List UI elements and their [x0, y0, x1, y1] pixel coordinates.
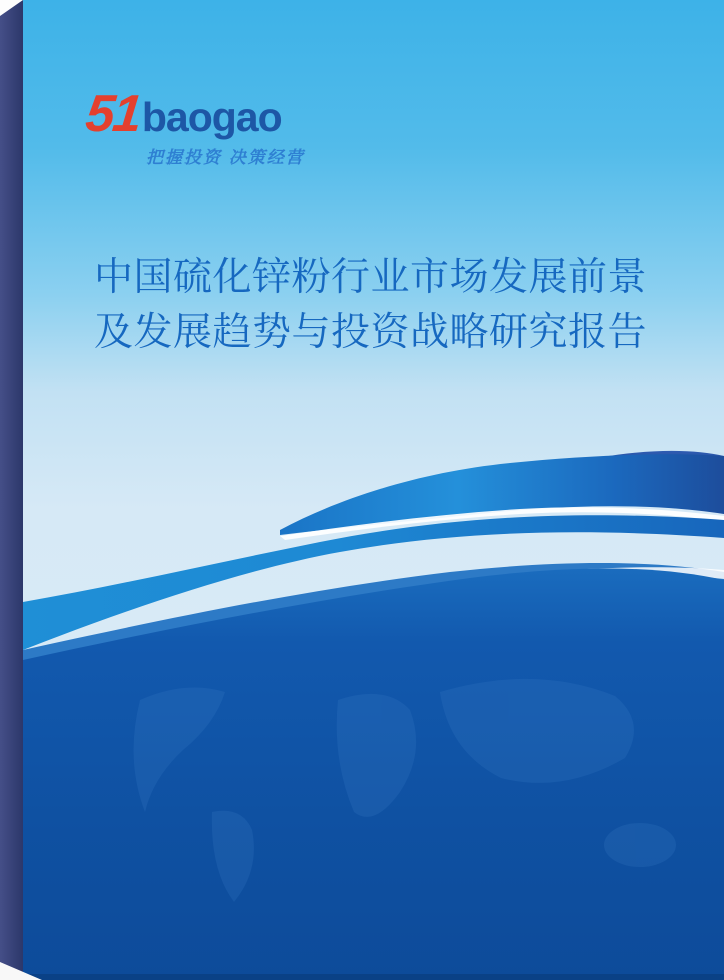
report-title: 中国硫化锌粉行业市场发展前景及发展趋势与投资战略研究报告 [94, 256, 648, 354]
spine-band [0, 0, 23, 980]
logo-tagline: 把握投资 决策经营 [146, 148, 305, 167]
logo-name: baogao [141, 94, 282, 140]
bottom-edge-strip [20, 974, 724, 980]
brand-logo [82, 85, 282, 143]
logo-number: 51 [82, 85, 143, 143]
